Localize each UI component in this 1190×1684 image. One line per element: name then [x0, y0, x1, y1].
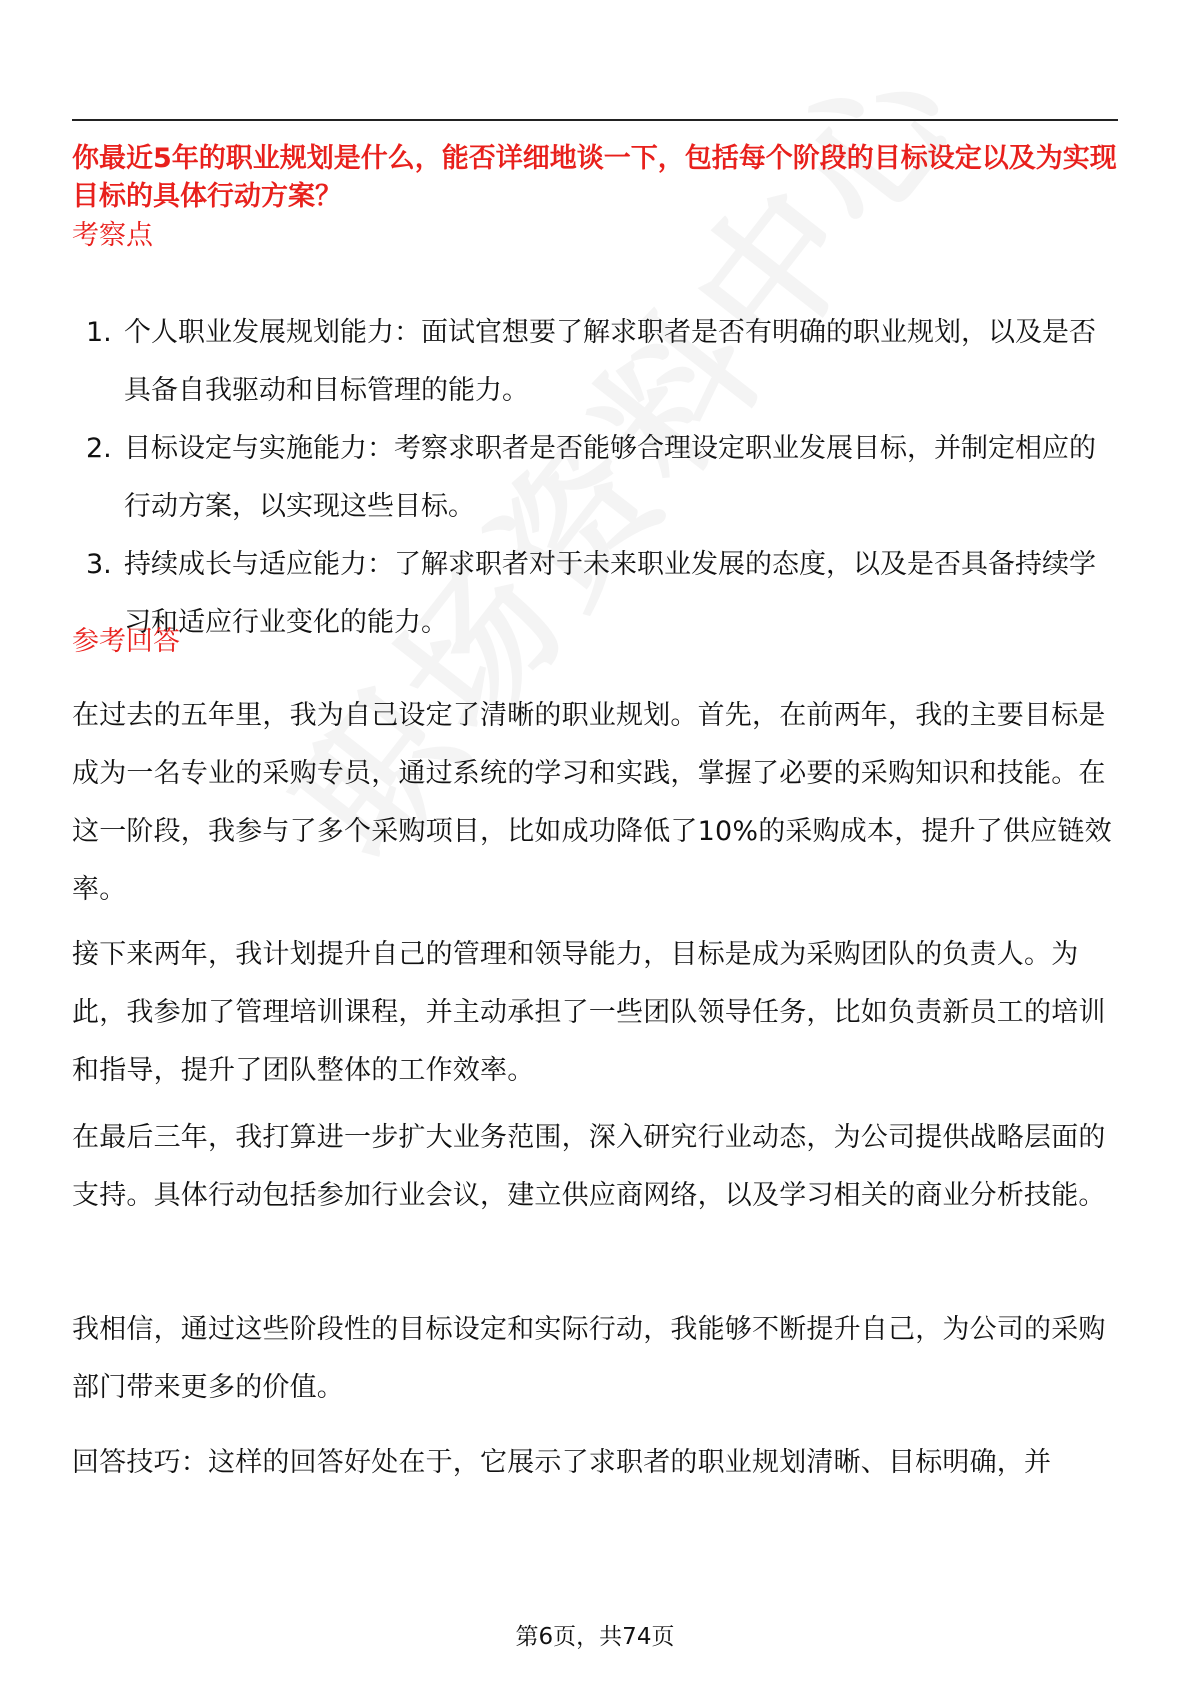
top-divider — [72, 119, 1118, 121]
assessment-point — [72, 536, 1118, 652]
point-number: 1. — [86, 317, 112, 348]
answer-paragraph: 在过去的五年里，我为自己设定了清晰的职业规划。首先，在前两年，我的主要目标是成为一名专业的采购专员，通过系统的学习和实践，掌握了必要的采购知识和技能。在这一阶段，我参与了多个采购项目，比如成功降低了10%的采购成本，提升了供应链效率。 — [72, 700, 1112, 905]
assessment-point — [72, 304, 1118, 420]
assessment-points-list — [72, 304, 1118, 652]
answer-paragraph: 在最后三年，我打算进一步扩大业务范围，深入研究行业动态，为公司提供战略层面的支持。具体行动包括参加行业会议，建立供应商网络，以及学习相关的商业分析技能。 — [72, 1122, 1106, 1211]
assessment-heading: 考察点 — [72, 220, 153, 251]
answer-paragraph: 接下来两年，我计划提升自己的管理和领导能力，目标是成为采购团队的负责人。为此，我参加了管理培训课程，并主动承担了一些团队领导任务，比如负责新员工的培训和指导，提升了团队整体的工作效率。 — [72, 939, 1106, 1086]
answer-heading: 参考回答 — [72, 626, 180, 657]
point-text: 持续成长与适应能力：了解求职者对于未来职业发展的态度，以及是否具备持续学习和适应行业变化的能力。 — [124, 549, 1096, 638]
answer-paragraph: 我相信，通过这些阶段性的目标设定和实际行动，我能够不断提升自己，为公司的采购部门带来更多的价值。 — [72, 1314, 1106, 1403]
interview-question: 你最近5年的职业规划是什么，能否详细地谈一下，包括每个阶段的目标设定以及为实现目标的具体行动方案？ — [72, 143, 1117, 212]
point-text: 目标设定与实施能力：考察求职者是否能够合理设定职业发展目标，并制定相应的行动方案，以实现这些目标。 — [124, 433, 1096, 522]
answer-tips: 回答技巧：这样的回答好处在于，它展示了求职者的职业规划清晰、目标明确，并 — [72, 1447, 1052, 1478]
assessment-point — [72, 420, 1118, 536]
point-text: 个人职业发展规划能力：面试官想要了解求职者是否有明确的职业规划，以及是否具备自我驱动和目标管理的能力。 — [124, 317, 1096, 406]
point-number: 3. — [86, 549, 112, 580]
page-number: 第6页，共74页 — [515, 1624, 675, 1650]
point-number: 2. — [86, 433, 112, 464]
